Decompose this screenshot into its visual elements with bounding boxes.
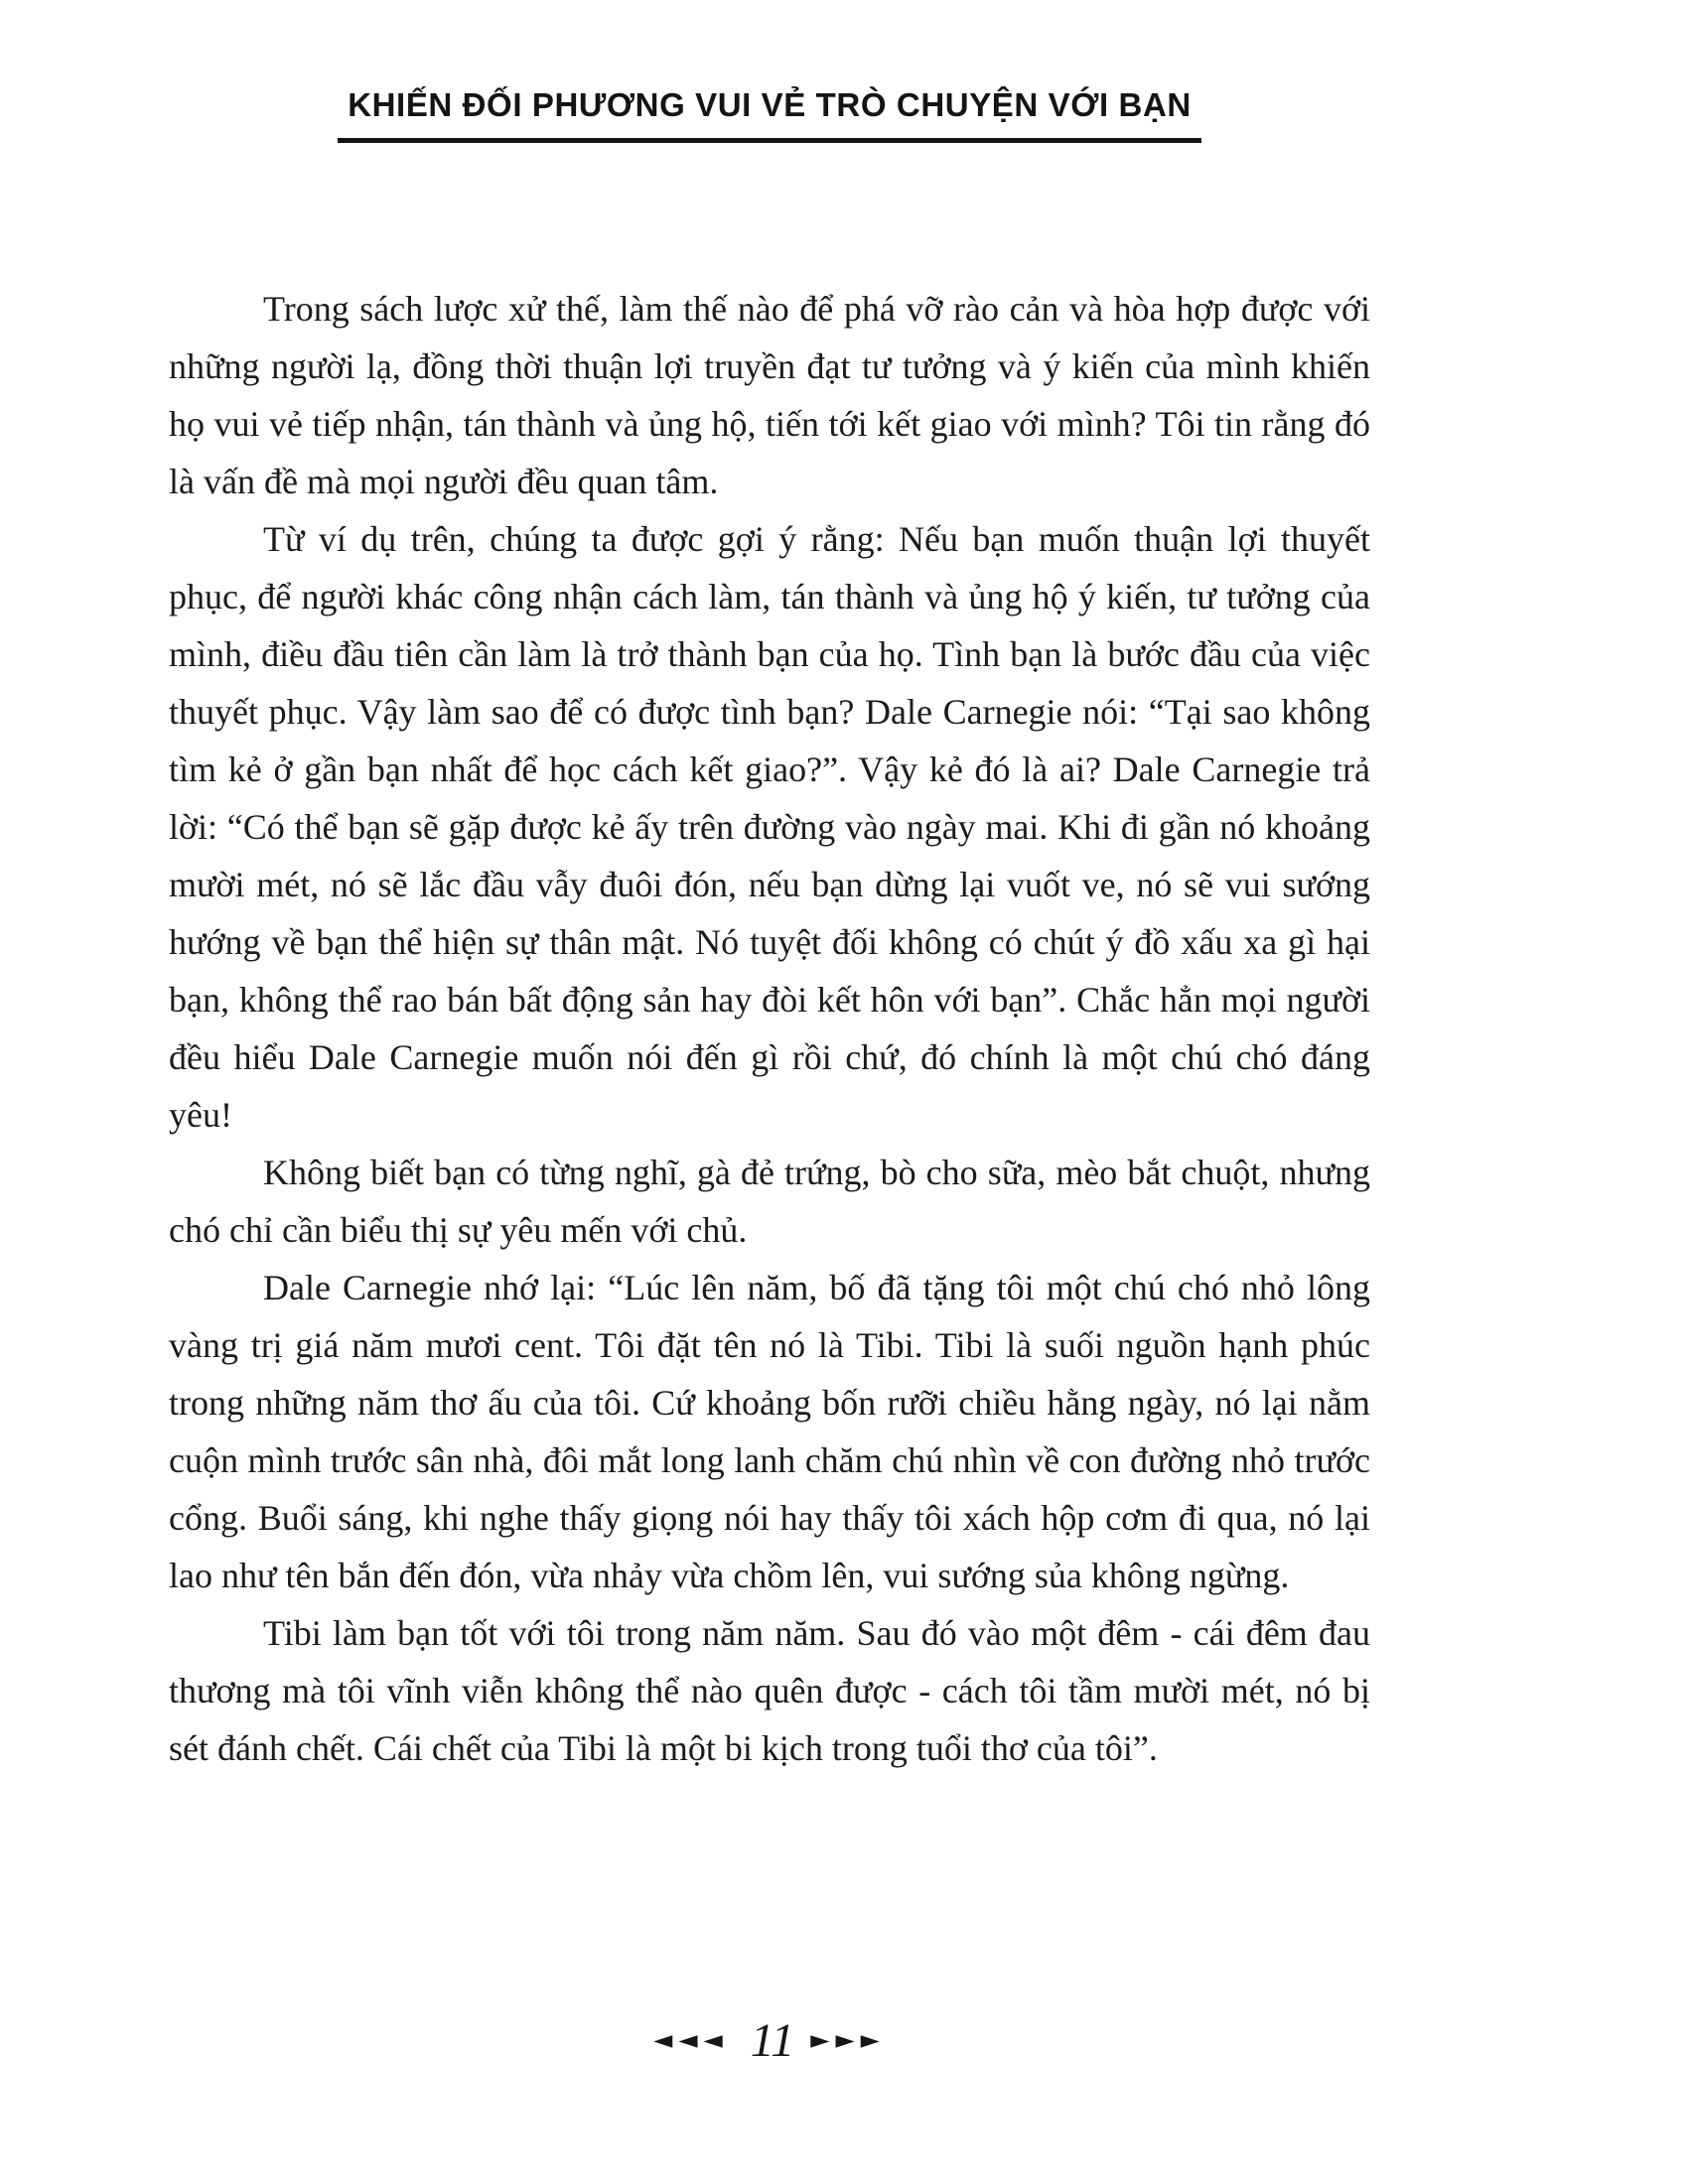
paragraph-3: Không biết bạn có từng nghĩ, gà đẻ trứng, bò cho sữa, mèo bắt chuột, nhưng chó chỉ cần biểu thị sự yêu mến với chủ.	[169, 1153, 1370, 1250]
left-arrows-icon: ◄◄◄	[653, 2025, 729, 2054]
paragraph-1: Trong sách lược xử thế, làm thế nào để phá vỡ rào cản và hòa hợp được với những người lạ, đồng thời thuận lợi truyền đạt tư tưởng và ý kiến của mình khiến họ vui vẻ tiếp nhận, tán thành và ủng hộ, tiến tới kết giao với mình? Tôi tin rằng đó là vấn đề mà mọi người đều quan tâm.	[169, 289, 1370, 501]
paragraph-5: Tibi làm bạn tốt với tôi trong năm năm. Sau đó vào một đêm - cái đêm đau thương mà tôi vĩnh viễn không thể nào quên được - cách tôi tầm mười mét, nó bị sét đánh chết. Cái chết của Tibi là một bi kịch trong tuổi thơ của tôi”.	[169, 1613, 1370, 1768]
page-footer	[169, 2013, 1370, 2068]
page-header	[169, 85, 1370, 143]
body-text	[169, 280, 1370, 1777]
paragraph-4: Dale Carnegie nhớ lại: “Lúc lên năm, bố đã tặng tôi một chú chó nhỏ lông vàng trị giá năm mươi cent. Tôi đặt tên nó là Tibi. Tibi là suối nguồn hạnh phúc trong những năm thơ ấu của tôi. Cứ khoảng bốn rưỡi chiều hằng ngày, nó lại nằm cuộn mình trước sân nhà, đôi mắt long lanh chăm chú nhìn về con đường nhỏ trước cổng. Buổi sáng, khi nghe thấy giọng nói hay thấy tôi xách hộp cơm đi qua, nó lại lao như tên bắn đến đón, vừa nhảy vừa chồm lên, vui sướng sủa không ngừng.	[169, 1268, 1370, 1595]
page-title: KHIẾN ĐỐI PHƯƠNG VUI VẺ TRÒ CHUYỆN VỚI BẠN	[348, 86, 1192, 123]
running-head-rule	[338, 85, 1201, 143]
book-page	[169, 0, 1370, 2184]
page-number: 11	[750, 2014, 795, 2067]
paragraph-2: Từ ví dụ trên, chúng ta được gợi ý rằng: Nếu bạn muốn thuận lợi thuyết phục, để người khác công nhận cách làm, tán thành và ủng hộ ý kiến, tư tưởng của mình, điều đầu tiên cần làm là trở thành bạn của họ. Tình bạn là bước đầu của việc thuyết phục. Vậy làm sao để có được tình bạn? Dale Carnegie nói: “Tại sao không tìm kẻ ở gần bạn nhất để học cách kết giao?”. Vậy kẻ đó là ai? Dale Carnegie trả lời: “Có thể bạn sẽ gặp được kẻ ấy trên đường vào ngày mai. Khi đi gần nó khoảng mười mét, nó sẽ lắc đầu vẫy đuôi đón, nếu bạn dừng lại vuốt ve, nó sẽ vui sướng hướng về bạn thể hiện sự thân mật. Nó tuyệt đối không có chút ý đồ xấu xa gì hại bạn, không thể rao bán bất động sản hay đòi kết hôn với bạn”. Chắc hẳn mọi người đều hiểu Dale Carnegie muốn nói đến gì rồi chứ, đó chính là một chú chó đáng yêu!	[169, 519, 1370, 1135]
right-arrows-icon: ►►►	[810, 2025, 886, 2054]
